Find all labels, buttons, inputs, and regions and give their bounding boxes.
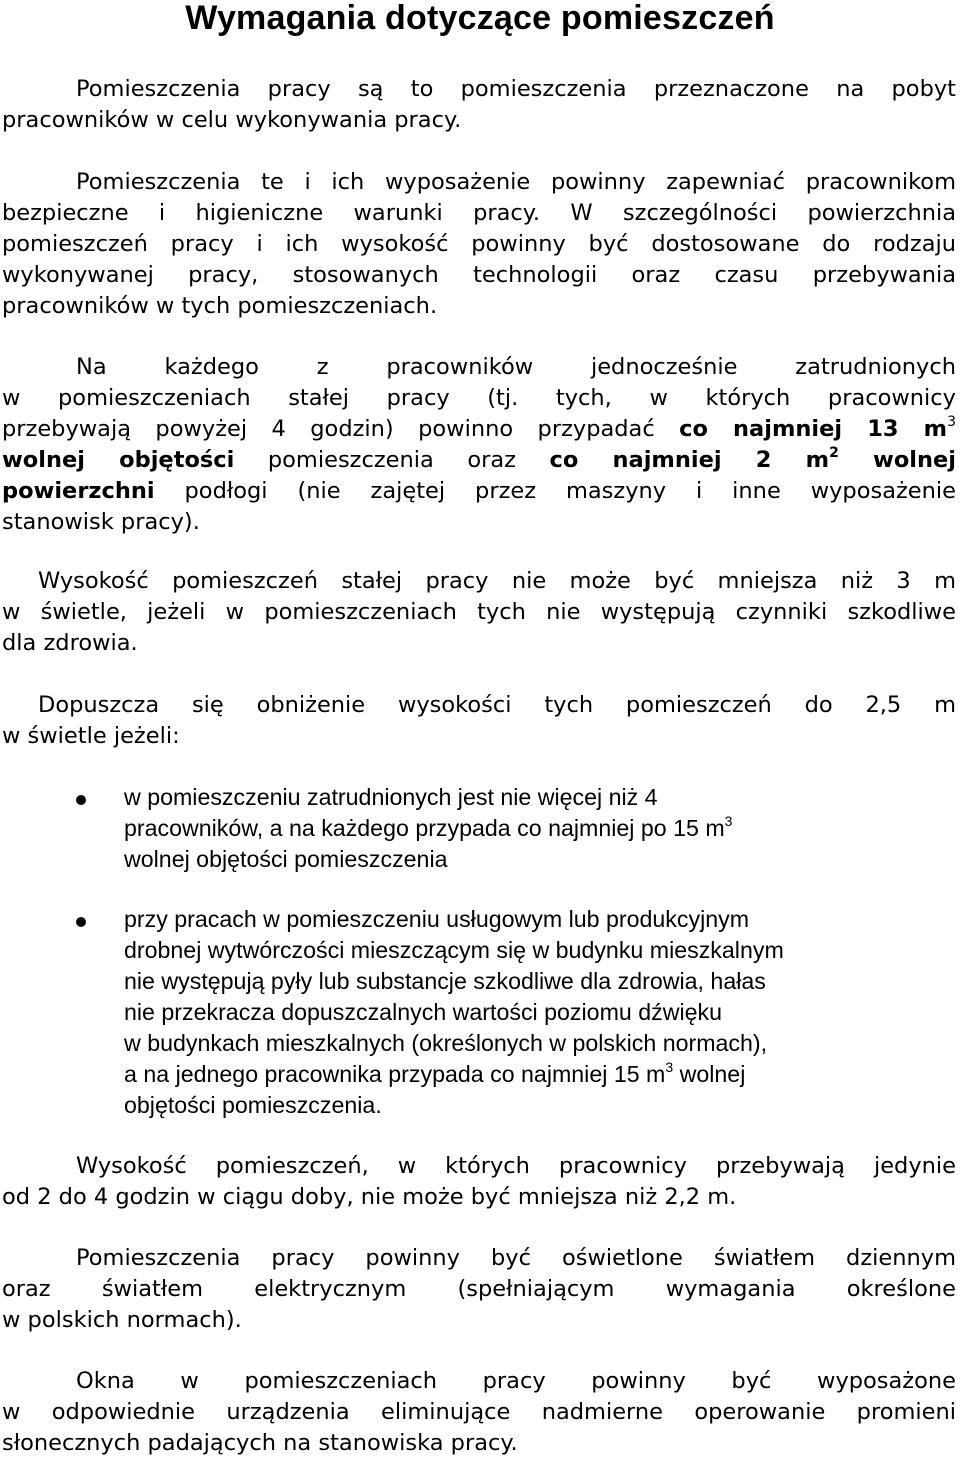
text-line: przy pracach w pomieszczeniu usługowym lub produkcyjnym [124, 906, 750, 932]
text-run: pomieszczenia oraz [234, 447, 550, 473]
text-line: Pomieszczenia pracy powinny być oświetlone światłem dziennym [76, 1245, 956, 1271]
text-line: drobnej wytwórczości mieszczącym się w budynku mieszkalnym [124, 937, 784, 963]
text-line: nie przekracza dopuszczalnych wartości poziomu dźwięku [124, 999, 722, 1025]
text-line: pracowników w tych pomieszczeniach. [2, 293, 438, 319]
text-line: Okna w pomieszczeniach pracy powinny być wyposażone [76, 1368, 956, 1394]
text-line: a na jednego pracownika przypada co najmniej 15 $m^3$ wolnej [124, 1059, 746, 1087]
text-line: w pomieszczeniu zatrudnionych jest nie więcej niż 4 [124, 784, 658, 810]
text-line [2, 445, 956, 476]
text-line: Dopuszcza się obniżenie wysokości tych pomieszczeń do 2,5 m [38, 692, 956, 718]
text-line: Pomieszczenia pracy są to pomieszczenia przeznaczone na pobyt [76, 76, 956, 102]
emphasis-volume: co najmniej 13 m [679, 416, 948, 442]
paragraph-volume-requirements [2, 352, 956, 538]
superscript-square: 2 [829, 445, 839, 461]
paragraph-definition [2, 74, 956, 136]
text-line: pracowników w celu wykonywania pracy. [2, 107, 462, 133]
emphasis-free-volume: wolnej objętości [2, 447, 235, 473]
text-line: w budynkach mieszkalnych (określonych w polskich normach), [124, 1030, 768, 1056]
text-line: wolnej objętości pomieszczenia [124, 846, 448, 872]
text-line: Wysokość pomieszczeń, w których pracownicy przebywają jedynie [76, 1153, 956, 1179]
text-line: oraz światłem elektrycznym (spełniającym wymagania określone [2, 1276, 956, 1302]
text-line: w pomieszczeniach stałej pracy (tj. tych, w których pracownicy [2, 385, 956, 411]
superscript-cubic: 3 [947, 414, 956, 430]
list-item-residential-building [124, 904, 944, 1121]
text-line [2, 414, 956, 445]
paragraph-short-stay-height [2, 1151, 956, 1213]
emphasis-floor-area: powierzchni [2, 478, 155, 504]
paragraph-height-requirement [2, 566, 956, 659]
text-line: Na każdego z pracowników jednocześnie zatrudnionych [76, 354, 956, 380]
text-line: stanowisk pracy). [2, 509, 200, 535]
bullet-icon [76, 917, 86, 927]
text-line: w odpowiednie urządzenia eliminujące nadmierne operowanie promieni [2, 1399, 956, 1425]
paragraph-equipment [2, 167, 956, 322]
bullet-icon [76, 795, 86, 805]
superscript-cubic: 3 [665, 1059, 674, 1075]
text-run: przebywają powyżej 4 godzin) powinno przypadać [2, 416, 680, 442]
text-line: w świetle, jeżeli w pomieszczeniach tych nie występują czynniki szkodliwe [2, 599, 956, 625]
text-run: podłogi (nie zajętej przez maszyny i inne wyposażenie [154, 478, 956, 504]
text-line: bezpieczne i higieniczne warunki pracy. W szczególności powierzchnia [2, 200, 956, 226]
text-line [2, 476, 956, 507]
paragraph-lighting [2, 1243, 956, 1336]
paragraph-windows [2, 1366, 956, 1459]
text-line: pracowników, a na każdego przypada co najmniej po 15 $m^3$ [124, 813, 733, 841]
paragraph-height-reduction [2, 690, 956, 752]
emphasis-area: co najmniej 2 $m^2$ wolnej [549, 445, 956, 473]
text-line: dla zdrowia. [2, 630, 138, 656]
text-line: w polskich normach). [2, 1307, 242, 1333]
document-title: Wymagania dotyczące pomieszczeń [185, 0, 775, 37]
text-line: pomieszczeń pracy i ich wysokość powinny być dostosowane do rodzaju [2, 231, 956, 257]
text-line: wykonywanej pracy, stosowanych technologii oraz czasu przebywania [2, 262, 956, 288]
text-line: od 2 do 4 godzin w ciągu doby, nie może być mniejsza niż 2,2 m. [2, 1184, 737, 1210]
text-line: Pomieszczenia te i ich wyposażenie powinny zapewniać pracownikom [76, 169, 956, 195]
text-line: słonecznych padających na stanowiska pracy. [2, 1430, 518, 1456]
text-line: objętości pomieszczenia. [124, 1092, 382, 1118]
list-item-small-workplace [124, 782, 944, 875]
text-line: w świetle jeżeli: [2, 723, 180, 749]
text-line: nie występują pyły lub substancje szkodliwe dla zdrowia, hałas [124, 968, 766, 994]
text-line: Wysokość pomieszczeń stałej pracy nie może być mniejsza niż 3 m [38, 568, 956, 594]
superscript-cubic: 3 [724, 813, 733, 829]
